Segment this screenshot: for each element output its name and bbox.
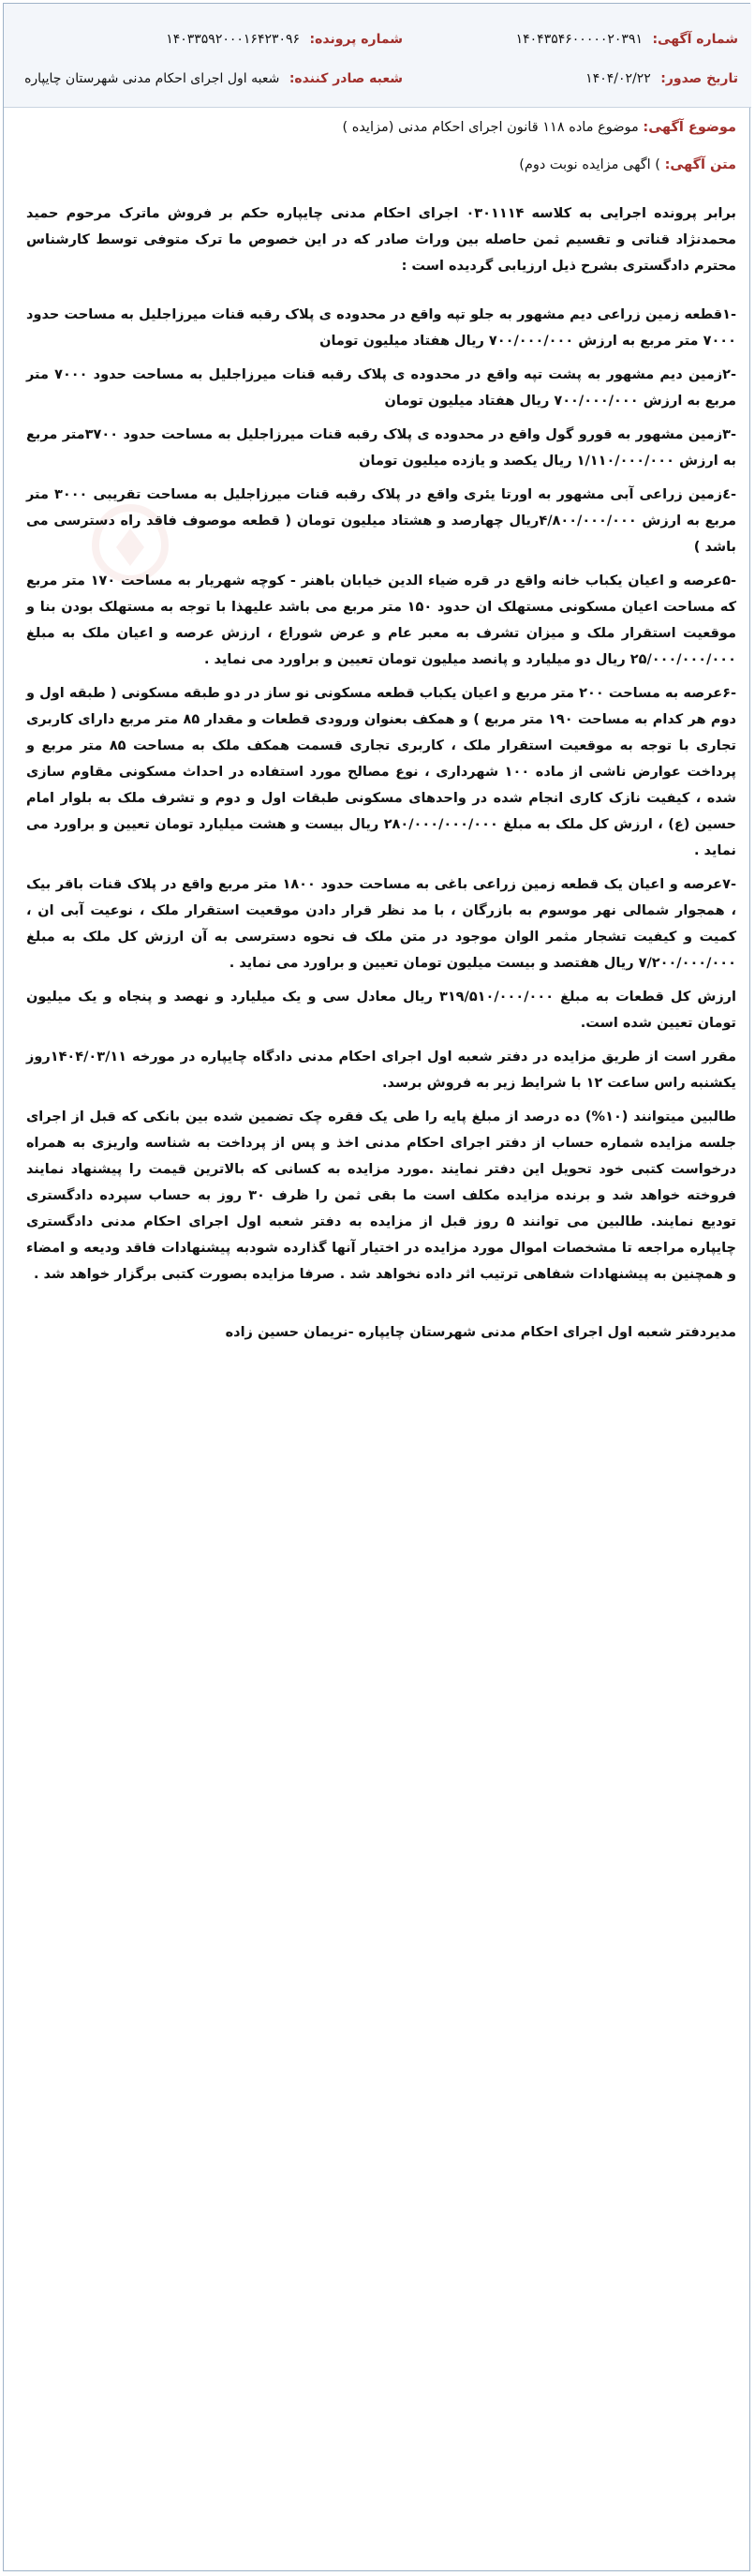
case-number-field xyxy=(166,32,403,47)
ad-header xyxy=(4,4,751,108)
paragraph-conditions: طالبین میتوانند (۱۰%) ده درصد از مبلغ پایه را طی یک فقره چک تضمین شده بین بانکی که قبل از اجرای جلسه مزایده شماره حساب از دفتر اجرای احکام مدنی اخذ و پس از پرداخت به شناسه واریزی به همراه درخواست کتبی خود تحویل این دفتر نمایند .مورد مزایده به کسانی که بالاترین قیمت را پیشنهاد نمایند فروخته خواهد شد و برنده مزایده مکلف است ما بقی ثمن را ظرف ۳۰ روز به حساب سپرده دادگستری تودیع نمایند. طالبین می توانند ۵ روز قبل از مزایده به دفتر شعبه اول اجرای احکام مدنی دادگستری چایپاره مراجعه تا مشخصات اموال مورد مزایده در اختیار آنها گذارده شودبه پیشنهادات فاقد ودیعه و امضاء و همچنین به پیشنهادات شفاهی ترتیب اثر داده نخواهد شد . صرفا مزایده بصورت کتبی برگزار خواهد شد . xyxy=(26,1109,737,1282)
paragraph-item-5: -۵عرصه و اعیان یکباب خانه واقع در قره ضیاء الدین خیابان باهنر - کوچه شهریار به مساحت ۱۷۰ متر مربع که مساحت اعیان مسکونی مستهلک ان حدود ۱۵۰ متر مربع می باشد علیهذا با توجه به مستهلک بودن بنا و موقعیت استقرار ملک و میزان تشرف به معبر عام و عرض شوراع ، ارزش عرصه و اعیان ملک به مبلغ ۲۵/۰۰۰/۰۰۰/۰۰۰ ریال دو میلیارد و پانصد میلیون تومان تعیین و براورد می نماید . xyxy=(26,573,736,667)
issue-date-value: ۱۴۰۴/۰۲/۲۲ xyxy=(585,71,651,86)
subject-line xyxy=(26,114,736,141)
ad-number-value: ۱۴۰۴۳۵۴۶۰۰۰۰۰۲۰۳۹۱ xyxy=(515,32,643,47)
paragraph-auction-date: مقرر است از طریق مزایده در دفتر شعبه اول اجرای احکام مدنی دادگاه چایپاره در مورخه ۱۴۰۴/۰۳/۱۱روز یکشنبه راس ساعت ۱۲ با شرایط زیر به فروش برسد. xyxy=(26,1050,736,1091)
paragraph-item-2: -۲زمین دیم مشهور به پشت تپه واقع در محدوده ی پلاک رقبه قنات میرزاجلیل به مساحت حدود ۷۰۰۰ متر مربع به ارزش ۷۰۰/۰۰۰/۰۰۰ ریال هفتاد میلیون تومان xyxy=(26,367,737,409)
issue-date-label: تاریخ صدور: xyxy=(660,71,738,86)
ad-text-label: متن آگهی: xyxy=(664,157,736,172)
paragraph-total-value: ارزش کل قطعات به مبلغ ۳۱۹/۵۱۰/۰۰۰/۰۰۰ ریال معادل سی و یک میلیارد و نهصد و پنجاه و یک میلیون تومان تعیین شده است. xyxy=(26,990,736,1031)
issue-date-field xyxy=(585,71,738,86)
issuing-branch-field xyxy=(24,71,403,86)
paragraph-item-1: -۱قطعه زمین زراعی دیم مشهور به جلو تپه واقع در محدوده ی پلاک رقبه قنات میرزاجلیل به مساحت حدود ۷۰۰۰ متر مربع به ارزش ۷۰۰/۰۰۰/۰۰۰ ریال هفتاد میلیون تومان xyxy=(26,307,736,349)
issuing-branch-label: شعبه صادر کننده: xyxy=(289,71,403,86)
paragraph-intro: برابر پرونده اجرایی به کلاسه ۰۳۰۱۱۱۴ اجرای احکام مدنی چایپاره حکم بر فروش ماترک مرحوم حمید محمدنژاد قناتی و تقسیم ثمن حاصله بین وراث صادر که در این خصوص ما ترک متوفی توسط کارشناس محترم دادگستری بشرح ذیل ارزیابی گردیده است : xyxy=(26,206,736,274)
issuing-branch-value: شعبه اول اجرای احکام مدنی شهرستان چایپاره xyxy=(24,71,280,86)
document-frame xyxy=(3,3,750,2571)
ad-text-line xyxy=(26,152,736,178)
ad-number-label: شماره آگهی: xyxy=(652,32,738,47)
paragraph-item-7: -۷عرصه و اعیان یک قطعه زمین زراعی باغی به مساحت حدود ۱۸۰۰ متر مربع واقع در پلاک قنات باقر بیک ، همجوار شمالی نهر موسوم به بازرگان ، با مد نظر قرار دادن موقعیت استقرار ملک ، نوعیت آبی ان ، کمیت و کیفیت تشجار مثمر الوان موجود در متن ملک ف نحوه دسترسی به آن ارزش کل ملک به مبلغ ۷/۲۰۰/۰۰۰/۰۰۰ ریال هفتصد و بیست میلیون تومان تعیین و براورد می نماید . xyxy=(26,877,736,971)
paragraph-item-4: -٤زمین زراعی آبی مشهور به اورتا یئری واقع در پلاک رقبه قنات میرزاجلیل به مساحت تقریبی ۳۰۰۰ متر مربع به ارزش ۴/۸۰۰/۰۰۰/۰۰۰ریال چهارصد و هشتاد میلیون تومان ( قطعه موصوف فاقد راه دسترسی می باشد ) xyxy=(26,487,736,555)
subject-value: موضوع ماده ۱۱۸ قانون اجرای احکام مدنی (مزایده ) xyxy=(342,120,639,135)
case-number-label: شماره پرونده: xyxy=(309,32,403,47)
subject-label: موضوع آگهی: xyxy=(643,120,736,135)
paragraph-item-6: -۶عرصه به مساحت ۲۰۰ متر مربع و اعیان یکباب قطعه مسکونی نو ساز در دو طبقه مسکونی ( طبقه اول و دوم هر کدام به مساحت ۱۹۰ متر مربع ) و همکف بعنوان ورودی قطعات و مقدار ۸۵ متر مربع دارای کاربری تجاری با توجه به موقعیت استقرار ملک ، کاربری تجاری قسمت همکف ملک به مساحت ۸۵ متر مربع و پرداخت عوارض ناشی از ماده ۱۰۰ شهرداری ، نوع مصالح مورد استفاده در احداث مسکونی مقاوم سازی شده ، کیفیت نازک کاری انجام شده در واحدهای مسکونی طبقات اول و دوم و تشرف ملک به بلوار امام حسین (ع) ، ارزش کل ملک به مبلغ ۲۸۰/۰۰۰/۰۰۰/۰۰۰ ریال بیست و هشت میلیارد تومان تعیین و براورد می نماید . xyxy=(26,686,737,858)
signature: مدیردفتر شعبه اول اجرای احکام مدنی شهرستان چایپاره -نریمان حسین زاده xyxy=(225,1325,736,1340)
ad-text-title: ) اگهی مزایده نوبت دوم) xyxy=(519,157,660,172)
paragraph-item-3: -۳زمین مشهور به قورو گول واقع در محدوده ی پلاک رقبه قنات میرزاجلیل به مساحت حدود ۳۷۰۰متر مربع به ارزش ۱/۱۱۰/۰۰۰/۰۰۰ ریال یکصد و یازده میلیون تومان xyxy=(26,427,736,469)
case-number-value: ۱۴۰۳۳۵۹۲۰۰۰۱۶۴۲۳۰۹۶ xyxy=(166,32,301,47)
ad-number-field xyxy=(516,32,738,47)
ad-body xyxy=(26,111,736,1346)
